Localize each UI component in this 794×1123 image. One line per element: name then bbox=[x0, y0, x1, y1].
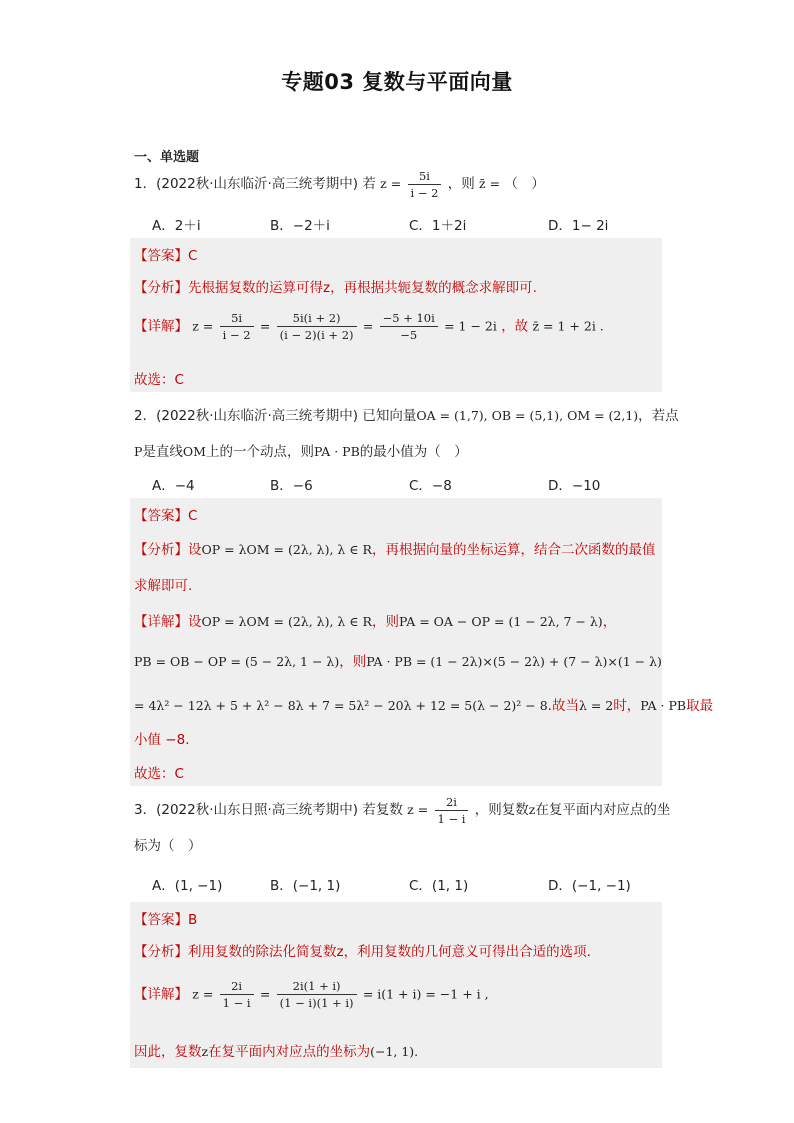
option-b: B．−2＋i bbox=[270, 218, 330, 234]
option-c: C．−8 bbox=[409, 478, 452, 494]
question-2-stem: 2．(2022秋·山东临沂·高三统考期中) 已知向量OA = (1,7), OB = (5,1), OM = (2,1)，若点 P是直线OM上的一个动点，则PA · PB的最小值为（ ） bbox=[134, 408, 679, 460]
answer: 【答案】C bbox=[134, 508, 198, 524]
fraction: $\frac{5i}{i - 2}$ bbox=[408, 168, 442, 201]
option-c: C．1＋2i bbox=[409, 218, 467, 234]
answer: 【答案】C bbox=[134, 248, 198, 264]
question-1-stem: 1．(2022秋·山东临沂·高三统考期中) 若 z = $\frac{5i}{i - 2}$ ，则 z̄ = （ ） bbox=[134, 168, 545, 200]
conclusion: 因此，复数z在复平面内对应点的坐标为(−1, 1). bbox=[134, 1044, 419, 1060]
detail: 【详解】 z = $\frac{2i}{1 - i}$ = $\frac{2i(1 + i)}{(1 - i)(1 + i)}$ = i(1 + i) = −1 + i , bbox=[134, 979, 489, 1010]
choice: 故选：C bbox=[134, 766, 184, 782]
option-d: D．1− 2i bbox=[548, 218, 609, 234]
option-d: D．−10 bbox=[548, 478, 601, 494]
option-a: A．2＋i bbox=[152, 218, 201, 234]
question-3-stem: 3．(2022秋·山东日照·高三统考期中) 若复数 z = $\frac{2i}{1 - i}$ ，则复数z在复平面内对应点的坐 标为（ ） bbox=[134, 794, 671, 854]
analysis: 【分析】利用复数的除法化简复数z，利用复数的几何意义可得出合适的选项. bbox=[134, 944, 591, 960]
analysis: 【分析】先根据复数的运算可得z，再根据共轭复数的概念求解即可. bbox=[134, 280, 537, 296]
question-3-options bbox=[152, 874, 662, 902]
option-b: B．−6 bbox=[270, 478, 313, 494]
option-b: B．(−1, 1) bbox=[270, 878, 341, 894]
detail: 【详解】 z = $\frac{5i}{i - 2}$ = $\frac{5i(i + 2)}{(i - 2)(i + 2)}$ = $\frac{-5 + 10i}{-5}$ = 1 − 2i ，故 z̄ = 1 + 2i . bbox=[134, 311, 604, 342]
option-d: D．(−1, −1) bbox=[548, 878, 631, 894]
page-title: 专题03 复数与平面向量 bbox=[281, 70, 513, 94]
answer: 【答案】B bbox=[134, 912, 198, 928]
choice: 故选：C bbox=[134, 372, 184, 388]
option-c: C．(1, 1) bbox=[409, 878, 469, 894]
option-a: A．−4 bbox=[152, 478, 195, 494]
option-a: A．(1, −1) bbox=[152, 878, 223, 894]
analysis: 【分析】设OP = λOM = (2λ, λ), λ ∈ R，再根据向量的坐标运算，结合二次函数的最值 bbox=[134, 542, 656, 558]
detail: 【详解】设OP = λOM = (2λ, λ), λ ∈ R，则PA = OA − OP = (1 − 2λ, 7 − λ)， bbox=[134, 614, 617, 630]
question-1-solution bbox=[130, 238, 662, 392]
section-heading: 一、单选题 bbox=[134, 150, 200, 165]
question-3-solution bbox=[130, 902, 662, 1068]
question-2-solution: 【答案】C 【分析】设OP = λOM = (2λ, λ), λ ∈ R，再根据向量的坐标运算，结合二次函数的最值 求解即可. 【详解】设OP = λOM = (2λ, λ), λ ∈ R，则PA = OA − OP = (1 − 2λ, 7 − λ)， PB = OB − OP = (5 − 2λ, 1 − λ)，则PA · PB = (1 − 2λ)×(5 − 2λ) + (7 − λ)×(1 − λ) = 4λ² − 12λ + 5 + λ² − 8λ + 7 = 5λ² − 20λ + 12 = 5(λ − 2)² − 8.故当λ = 2时，PA · PB取最 小值 −8. 故选：C bbox=[130, 498, 662, 786]
